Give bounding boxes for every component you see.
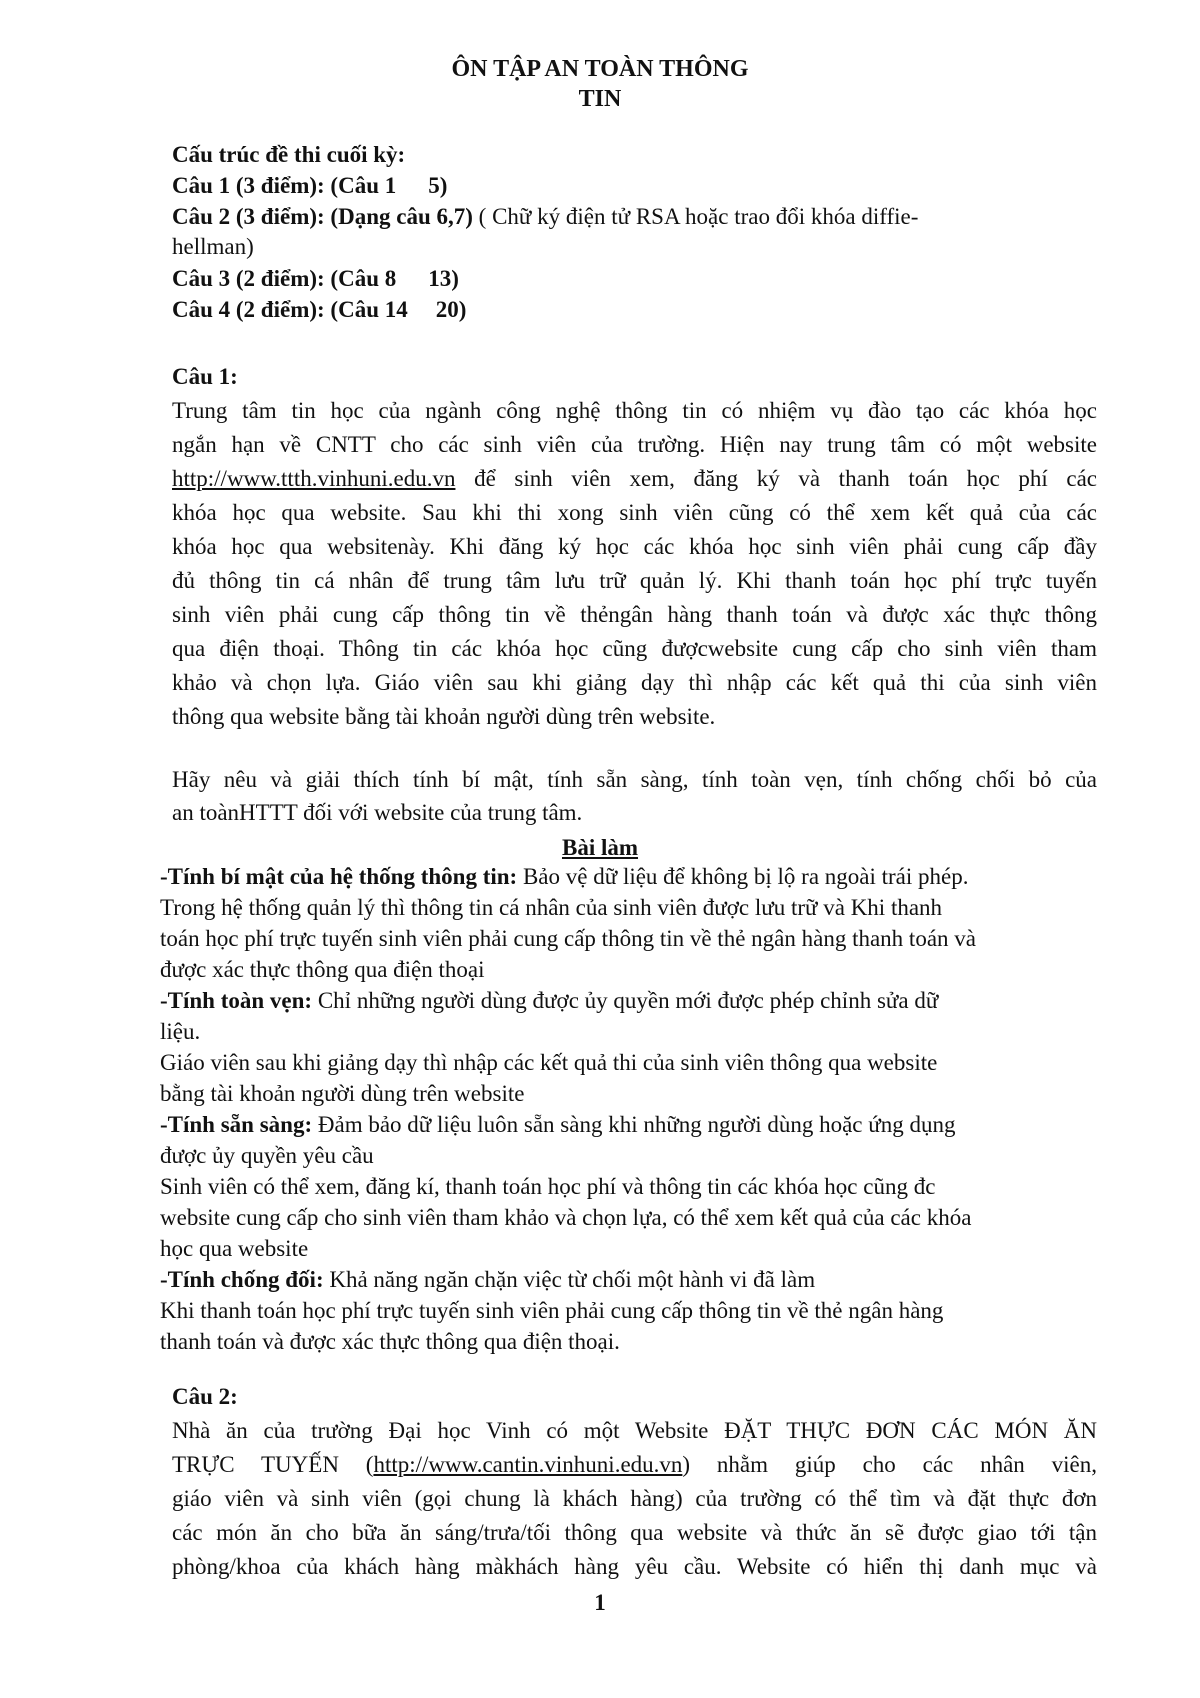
structure-heading: Cấu trúc đề thi cuối kỳ: <box>172 142 406 167</box>
structure-c2-label: Câu 2 (3 điểm): (Dạng câu 6,7) <box>172 204 473 229</box>
answer-line: website cung cấp cho sinh viên tham khảo và chọn lựa, có thể xem kết quả của các khóa <box>160 1205 972 1230</box>
answer-confidentiality-label: -Tính bí mật của hệ thống thông tin: <box>160 864 518 889</box>
answer-line: Khi thanh toán học phí trực tuyến sinh viên phải cung cấp thông tin về thẻ ngân hàng <box>160 1298 944 1323</box>
answer-integrity-label: -Tính toàn vẹn: <box>160 988 313 1013</box>
q2-line-with-link <box>172 1450 1097 1480</box>
q2-line-pre: TRỰC TUYẾN ( <box>172 1452 374 1477</box>
q2-line: Nhà ăn của trường Đại học Vinh có một Website ĐẶT THỰC ĐƠN CÁC MÓN ĂN <box>172 1418 1097 1443</box>
structure-c4-end: 20) <box>435 297 467 322</box>
structure-c1-label: Câu 1 (3 điểm): (Câu 1 <box>172 173 397 198</box>
page-number: 1 <box>594 1590 606 1615</box>
structure-c2 <box>172 202 918 232</box>
structure-c4-label: Câu 4 (2 điểm): (Câu 14 <box>172 297 408 322</box>
answer-heading: Bài làm <box>561 835 639 860</box>
answer-integrity-text: Chỉ những người dùng được ủy quyền mới được phép chỉnh sửa dữ <box>312 988 939 1013</box>
q1-website-link[interactable]: http://www.ttth.vinhuni.edu.vn <box>172 466 456 491</box>
answer-line: Trong hệ thống quản lý thì thông tin cá nhân của sinh viên được lưu trữ và Khi thanh <box>160 895 943 920</box>
answer-line: liệu. <box>160 1019 201 1044</box>
q2-line: phòng/khoa của khách hàng màkhách hàng yêu cầu. Website có hiển thị danh mục và <box>172 1554 1097 1579</box>
q1-line: khóa học qua websitenày. Khi đăng ký học các khóa học sinh viên phải cung cấp đầy <box>172 534 1097 559</box>
answer-integrity <box>160 986 938 1016</box>
q1-line: Trung tâm tin học của ngành công nghệ thông tin có nhiệm vụ đào tạo các khóa học <box>172 398 1097 423</box>
answer-line: thanh toán và được xác thực thông qua điện thoại. <box>160 1329 620 1354</box>
q1-line: khóa học qua website. Sau khi thi xong sinh viên cũng có thể xem kết quả của các <box>172 500 1097 525</box>
doc-title-line2: TIN <box>578 86 622 112</box>
structure-c1 <box>172 171 447 201</box>
q2-label: Câu 2: <box>172 1384 238 1409</box>
q2-line: các món ăn cho bữa ăn sáng/trưa/tối thông qua website và thức ăn sẽ được giao tới tận <box>172 1520 1097 1545</box>
structure-c1-end: 5) <box>428 173 448 198</box>
structure-c2-cont: hellman) <box>172 234 254 259</box>
q1-line: ngắn hạn về CNTT cho các sinh viên của trường. Hiện nay trung tâm có một website <box>172 432 1097 457</box>
answer-confidentiality-text: Bảo vệ dữ liệu để không bị lộ ra ngoài trái phép. <box>517 864 969 889</box>
doc-title-line1: ÔN TẬP AN TOÀN THÔNG <box>451 56 749 82</box>
q1-label: Câu 1: <box>172 364 238 389</box>
answer-line: học qua website <box>160 1236 309 1261</box>
answer-line: toán học phí trực tuyến sinh viên phải cung cấp thông tin về thẻ ngân hàng thanh toán và <box>160 926 976 951</box>
q2-line: giáo viên và sinh viên (gọi chung là khách hàng) của trường có thể tìm và đặt thực đơn <box>172 1486 1097 1511</box>
q1-line: qua điện thoại. Thông tin các khóa học cũng đượcwebsite cung cấp cho sinh viên tham <box>172 636 1097 661</box>
structure-c4 <box>172 295 466 325</box>
q1-line: sinh viên phải cung cấp thông tin về thẻngân hàng thanh toán và được xác thực thông <box>172 602 1097 627</box>
q1-line: khảo và chọn lựa. Giáo viên sau khi giảng dạy thì nhập các kết quả thi của sinh viên <box>172 670 1097 695</box>
q1-line-text: để sinh viên xem, đăng ký và thanh toán học phí các <box>474 466 1098 491</box>
q1-line-with-link <box>172 464 1097 494</box>
q1-ask-line1: Hãy nêu và giải thích tính bí mật, tính sẵn sàng, tính toàn vẹn, tính chống chối bỏ của <box>172 767 1097 792</box>
answer-nonrepudiation <box>160 1265 815 1295</box>
answer-availability-label: -Tính sẵn sàng: <box>160 1112 313 1137</box>
structure-c3-end: 13) <box>428 266 459 291</box>
answer-confidentiality <box>160 862 969 892</box>
answer-line: bằng tài khoản người dùng trên website <box>160 1081 525 1106</box>
q2-line-post: ) nhằm giúp cho các nhân viên, <box>682 1452 1097 1477</box>
q1-line: thông qua website bằng tài khoản người dùng trên website. <box>172 704 716 729</box>
structure-c3 <box>172 264 459 294</box>
answer-availability-text: Đảm bảo dữ liệu luôn sẵn sàng khi những người dùng hoặc ứng dụng <box>312 1112 956 1137</box>
answer-line: được xác thực thông qua điện thoại <box>160 957 485 982</box>
answer-availability <box>160 1110 955 1140</box>
answer-nonrepudiation-text: Khả năng ngăn chặn việc từ chối một hành vi đã làm <box>323 1267 816 1292</box>
answer-line: được ủy quyền yêu cầu <box>160 1143 374 1168</box>
answer-nonrepudiation-label: -Tính chống đối: <box>160 1267 324 1292</box>
answer-line: Sinh viên có thể xem, đăng kí, thanh toán học phí và thông tin các khóa học cũng đc <box>160 1174 936 1199</box>
q1-line: đủ thông tin cá nhân để trung tâm lưu trữ quản lý. Khi thanh toán học phí trực tuyến <box>172 568 1097 593</box>
structure-c3-label: Câu 3 (2 điểm): (Câu 8 <box>172 266 397 291</box>
answer-line: Giáo viên sau khi giảng dạy thì nhập các kết quả thi của sinh viên thông qua website <box>160 1050 938 1075</box>
q1-ask-line2: an toànHTTT đối với website của trung tâm. <box>172 800 583 825</box>
q2-website-link[interactable]: http://www.cantin.vinhuni.edu.vn <box>373 1452 683 1477</box>
structure-c2-text: ( Chữ ký điện tử RSA hoặc trao đổi khóa diffie- <box>472 204 919 229</box>
